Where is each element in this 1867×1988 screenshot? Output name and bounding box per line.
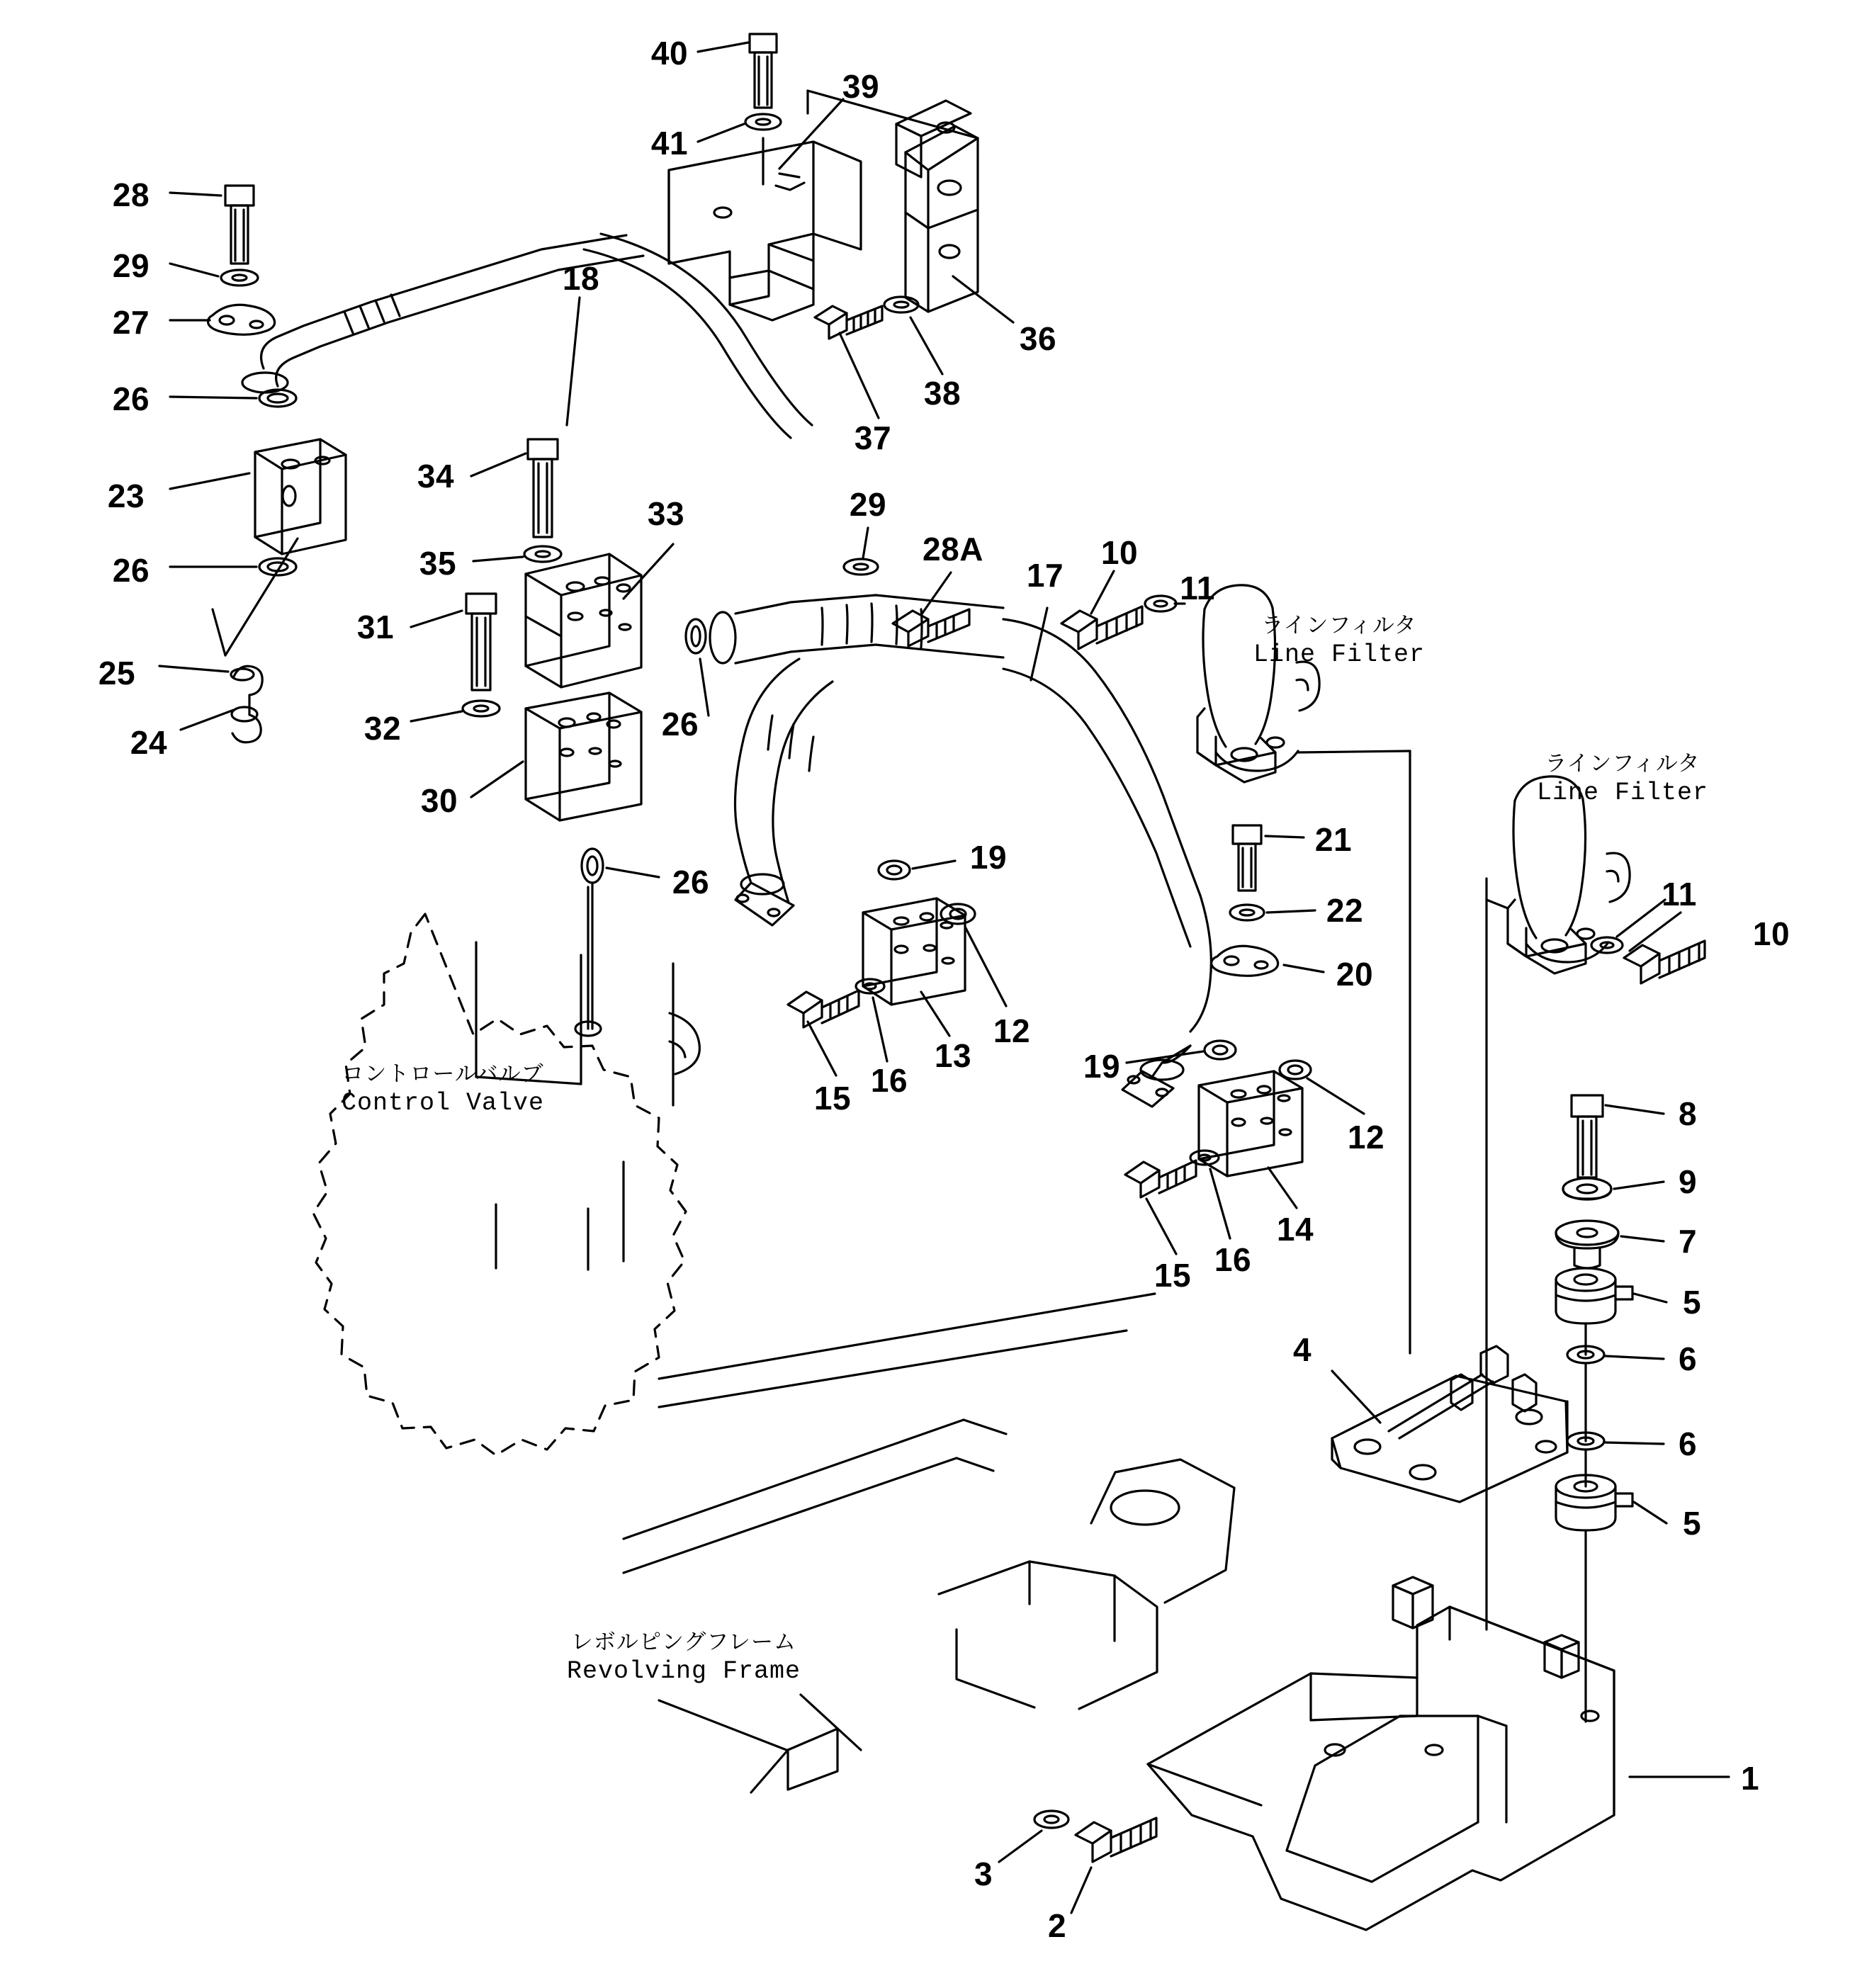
- part-17-hose: [710, 595, 1211, 1107]
- callout-number-19: 19: [969, 839, 1008, 876]
- label-line-filter-lower-en: Line Filter: [1536, 778, 1709, 807]
- callout-number-20: 20: [1336, 956, 1374, 993]
- leader-34: [471, 453, 526, 476]
- callout-number-26: 26: [661, 706, 699, 742]
- callout-number-18: 18: [562, 260, 600, 297]
- part-28A-bolt: [893, 609, 969, 646]
- part-37-bolt: [815, 306, 882, 339]
- part-26-seal-c: [686, 619, 706, 653]
- leader-14: [1268, 1168, 1297, 1208]
- leader-26a: [170, 397, 256, 398]
- leader-19a: [913, 861, 955, 869]
- leader-4: [1332, 1371, 1380, 1423]
- leader-2: [1071, 1868, 1091, 1913]
- leader-22: [1267, 910, 1315, 913]
- part-38-washer: [884, 297, 918, 312]
- part-39-cover: [669, 138, 861, 320]
- part-30-block: [526, 693, 641, 820]
- part-31-bolt: [466, 594, 496, 690]
- callout-number-17: 17: [1026, 557, 1064, 594]
- callout-number-26: 26: [112, 380, 150, 417]
- leader-18: [567, 298, 580, 425]
- leader-5a: [1634, 1294, 1666, 1302]
- callout-number-37: 37: [854, 419, 892, 456]
- part-7-mount: [1556, 1221, 1618, 1268]
- callout-number-39: 39: [842, 68, 880, 105]
- part-9-washer: [1563, 1178, 1611, 1199]
- callout-number-30: 30: [420, 782, 458, 819]
- part-15-bolt-b: [1125, 1160, 1196, 1197]
- callout-number-27: 27: [112, 304, 150, 341]
- part-5-cushion-a: [1556, 1268, 1632, 1323]
- callout-number-41: 41: [650, 125, 689, 162]
- callout-number-16: 16: [1214, 1241, 1252, 1278]
- leader-38: [910, 317, 942, 374]
- leader-33: [624, 544, 673, 599]
- part-2-bolt: [1076, 1818, 1156, 1862]
- callout-number-13: 13: [934, 1037, 972, 1074]
- part-35-washer: [524, 546, 561, 562]
- callout-number-3: 3: [974, 1856, 993, 1892]
- callout-number-12: 12: [993, 1012, 1031, 1049]
- leader-6a: [1606, 1356, 1664, 1359]
- leader-29: [170, 264, 218, 276]
- part-3-washer: [1034, 1811, 1068, 1828]
- part-23-block: [255, 439, 346, 554]
- callout-number-11: 11: [1180, 570, 1215, 606]
- leader-16a: [873, 998, 887, 1061]
- part-18-tube: [242, 234, 812, 438]
- leader-25: [159, 666, 228, 672]
- leader-10a: [1091, 571, 1114, 614]
- leader-8: [1606, 1105, 1664, 1114]
- callout-number-23: 23: [107, 478, 145, 514]
- leader-7: [1621, 1236, 1664, 1241]
- part-27-clamp: [208, 305, 275, 334]
- leader-15b: [1146, 1199, 1176, 1254]
- label-line-filter-upper: [1253, 612, 1425, 671]
- callout-number-5: 5: [1682, 1284, 1702, 1321]
- callout-number-6: 6: [1678, 1340, 1698, 1377]
- callout-number-25: 25: [98, 655, 136, 691]
- leader-5b: [1634, 1502, 1666, 1523]
- part-19-seal-a: [879, 861, 910, 879]
- part-14-block: [1199, 1071, 1302, 1176]
- label-revolving-frame-en: Revolving Frame: [566, 1656, 801, 1685]
- callout-number-29: 29: [112, 247, 150, 284]
- leader-28A: [921, 572, 951, 615]
- callout-number-26: 26: [112, 552, 150, 589]
- part-26-seal-d: [582, 849, 603, 883]
- callout-number-10: 10: [1100, 534, 1139, 571]
- part-17-hose-left-branch: [735, 659, 833, 925]
- callout-number-14: 14: [1276, 1211, 1314, 1248]
- part-29-washer-b: [844, 559, 878, 575]
- part-33-block: [526, 554, 641, 687]
- callout-number-19: 19: [1083, 1048, 1121, 1085]
- leader-40: [698, 43, 748, 52]
- leader-39: [779, 99, 843, 169]
- callout-number-7: 7: [1678, 1223, 1698, 1260]
- callout-number-9: 9: [1678, 1163, 1698, 1200]
- callout-number-8: 8: [1678, 1095, 1698, 1132]
- part-21-bolt: [1233, 825, 1261, 891]
- leader-20: [1284, 965, 1324, 972]
- part-1-base-frame: [1148, 1577, 1614, 1930]
- part-5-cushion-b: [1556, 1475, 1632, 1530]
- leader-25-extra: [213, 609, 225, 655]
- part-22-washer: [1230, 905, 1264, 920]
- callout-number-40: 40: [650, 35, 689, 72]
- leader-29b: [863, 528, 868, 558]
- leader-30: [471, 762, 523, 797]
- label-line-filter-lower: [1537, 750, 1708, 809]
- part-40-bolt: [750, 34, 777, 108]
- part-34-bolt: [528, 439, 558, 537]
- leader-11b: [1617, 900, 1665, 937]
- leader-37: [840, 333, 879, 418]
- revolving-frame-body: [624, 1294, 1234, 1792]
- callout-number-16: 16: [870, 1062, 908, 1099]
- leader-21: [1265, 836, 1304, 837]
- callout-number-31: 31: [356, 609, 395, 645]
- callout-number-32: 32: [363, 710, 402, 747]
- label-line-filter-upper-jp: ラインフィルタ: [1261, 612, 1417, 638]
- part-8-bolt: [1572, 1095, 1603, 1177]
- callout-number-1: 1: [1740, 1760, 1760, 1797]
- leader-6b: [1606, 1442, 1664, 1444]
- part-26-seal-b: [259, 558, 296, 575]
- leader-35: [473, 557, 523, 561]
- leader-12b: [1307, 1078, 1364, 1114]
- leader-32: [411, 711, 462, 721]
- callout-number-33: 33: [647, 495, 685, 532]
- leader-31: [411, 611, 462, 627]
- control-valve-outline: [313, 914, 686, 1455]
- callout-number-26: 26: [672, 864, 710, 900]
- part-41-washer: [745, 114, 781, 130]
- callout-number-5: 5: [1682, 1505, 1702, 1542]
- part-20-clamp: [1212, 946, 1278, 976]
- callout-number-11: 11: [1662, 876, 1697, 913]
- part-15-bolt-a: [788, 990, 859, 1027]
- part-24-elbow: [231, 666, 262, 742]
- leader-3: [999, 1831, 1042, 1862]
- leader-16b: [1210, 1169, 1230, 1238]
- callout-number-6: 6: [1678, 1425, 1698, 1462]
- leader-15a: [808, 1022, 836, 1075]
- part-4-bracket: [1332, 1346, 1567, 1502]
- leader-23-tie: [225, 538, 298, 655]
- leader-23: [170, 473, 249, 489]
- callout-number-28A: 28A: [923, 531, 983, 567]
- callout-number-28: 28: [112, 176, 150, 213]
- callout-number-10: 10: [1752, 915, 1790, 952]
- leader-9: [1614, 1182, 1664, 1189]
- callout-number-35: 35: [419, 545, 457, 582]
- leader-26d: [607, 868, 659, 877]
- callout-number-34: 34: [417, 458, 455, 495]
- callout-number-21: 21: [1314, 821, 1353, 858]
- callout-number-36: 36: [1019, 320, 1057, 357]
- leader-12a: [965, 927, 1006, 1006]
- callout-number-29: 29: [849, 486, 887, 523]
- callout-number-22: 22: [1326, 892, 1364, 929]
- leader-24: [181, 710, 234, 730]
- callout-number-4: 4: [1292, 1331, 1312, 1368]
- label-control-valve-jp: コントロールバルブ: [342, 1061, 544, 1087]
- label-line-filter-lower-jp: ラインフィルタ: [1545, 750, 1700, 776]
- leader-41: [698, 124, 744, 142]
- callout-number-15: 15: [813, 1080, 852, 1117]
- callout-number-38: 38: [923, 375, 961, 412]
- label-control-valve: [342, 1061, 544, 1119]
- callout-number-15: 15: [1154, 1257, 1192, 1294]
- label-line-filter-upper-en: Line Filter: [1253, 640, 1426, 669]
- part-36-bracket: [808, 91, 978, 312]
- part-10-bolt-a: [1061, 606, 1142, 649]
- part-32-washer: [463, 701, 500, 716]
- part-11-washer-a: [1145, 596, 1176, 611]
- label-revolving-frame-jp: レボルピングフレーム: [570, 1629, 797, 1655]
- leader-10b: [1630, 913, 1681, 951]
- leader-13: [921, 992, 949, 1036]
- leader-17: [1031, 608, 1047, 680]
- part-19-seal-b: [1205, 1041, 1236, 1059]
- callout-number-24: 24: [130, 724, 168, 761]
- leader-26c: [700, 659, 709, 716]
- label-control-valve-en: Control Valve: [341, 1088, 545, 1117]
- part-12-seal-a: [941, 904, 975, 924]
- part-12-seal-b: [1280, 1061, 1311, 1079]
- label-revolving-frame: [567, 1629, 801, 1688]
- part-28-bolt: [225, 186, 254, 264]
- part-29-washer: [221, 270, 258, 286]
- callout-number-2: 2: [1047, 1907, 1067, 1944]
- callout-number-12: 12: [1347, 1119, 1385, 1156]
- leader-28: [170, 193, 221, 196]
